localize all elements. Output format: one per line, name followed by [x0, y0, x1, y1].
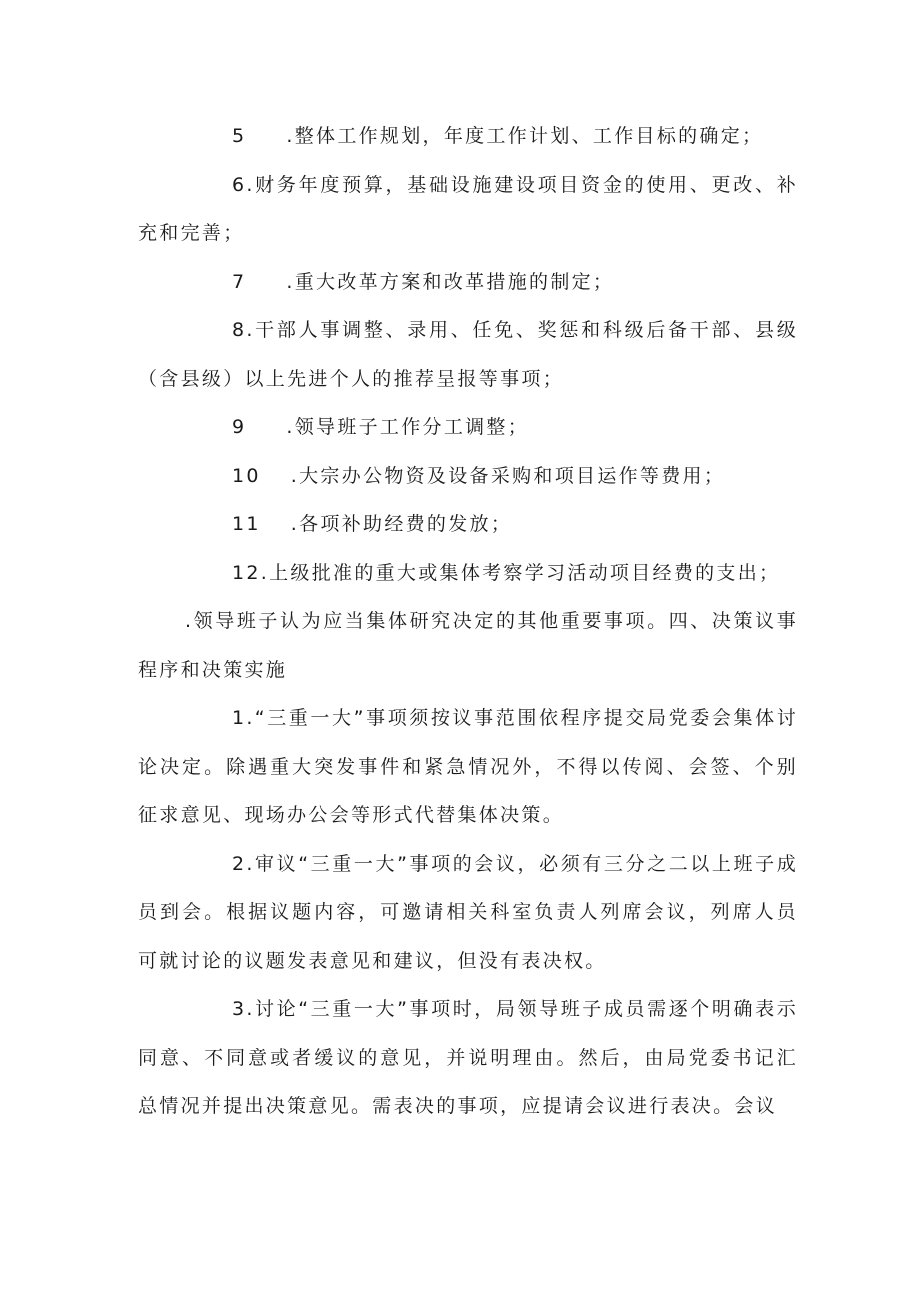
- item-7: [138, 258, 798, 307]
- procedure-number: 1.: [232, 707, 255, 729]
- item-number: 10: [232, 464, 261, 487]
- item-text: .各项补助经费的发放；: [290, 513, 513, 535]
- procedure-1: [138, 694, 798, 840]
- item-12: [138, 549, 798, 598]
- procedure-number: 2: [232, 852, 247, 875]
- item-number: 9: [232, 416, 247, 438]
- item-text: .干部人事调整、录用、任免、奖惩和科级后备干部、县级（含县级）以上先进个人的推荐呈报等事项；: [138, 319, 798, 390]
- item-text: .大宗办公物资及设备采购和项目运作等费用；: [290, 464, 726, 487]
- item-6: [138, 161, 798, 258]
- procedure-text: .审议“三重一大”事项的会议，必须有三分之二以上班子成员到会。根据议题内容，可邀请相关科室负责人列席会议，列席人员可就讨论的议题发表意见和建议，但没有表决权。: [138, 852, 798, 972]
- procedure-text: “三重一大”事项须按议事范围依程序提交局党委会集体讨论决定。除遇重大突发事件和紧急情况外，不得以传阅、会签、个别征求意见、现场办公会等形式代替集体决策。: [138, 707, 798, 826]
- item-10: [138, 452, 798, 501]
- item-number: 8: [232, 319, 247, 341]
- item-5: [138, 112, 798, 161]
- procedure-text: .讨论“三重一大”事项时，局领导班子成员需逐个明确表示同意、不同意或者缓议的意见，并说明理由。然后，由局党委书记汇总情况并提出决策意见。需表决的事项，应提请会议进行表决。会议: [138, 998, 798, 1117]
- item-text: .上级批准的重大或集体考察学习活动项目经费的支出；: [260, 561, 781, 584]
- item-text: .重大改革方案和改革措施的制定；: [286, 270, 615, 293]
- item-text: .整体工作规划，年度工作计划、工作目标的确定；: [286, 125, 764, 147]
- item-number: 6: [232, 173, 247, 196]
- item-8: [138, 306, 798, 403]
- item-number: 7: [232, 270, 247, 293]
- item-9: [138, 403, 798, 452]
- item-13-and-section-heading: .领导班子认为应当集体研究决定的其他重要事项。四、决策议事程序和决策实施: [138, 610, 798, 681]
- item-number: 11: [232, 513, 261, 535]
- procedure-2: [138, 840, 798, 986]
- procedure-3: [138, 985, 798, 1131]
- item-number: 12: [232, 561, 261, 584]
- procedure-number: 3: [232, 998, 247, 1020]
- item-number: 5: [232, 125, 247, 147]
- item-11: [138, 500, 798, 549]
- item-text: .领导班子工作分工调整；: [286, 416, 530, 438]
- item-text: .财务年度预算，基础设施建设项目资金的使用、更改、补充和完善；: [138, 173, 798, 244]
